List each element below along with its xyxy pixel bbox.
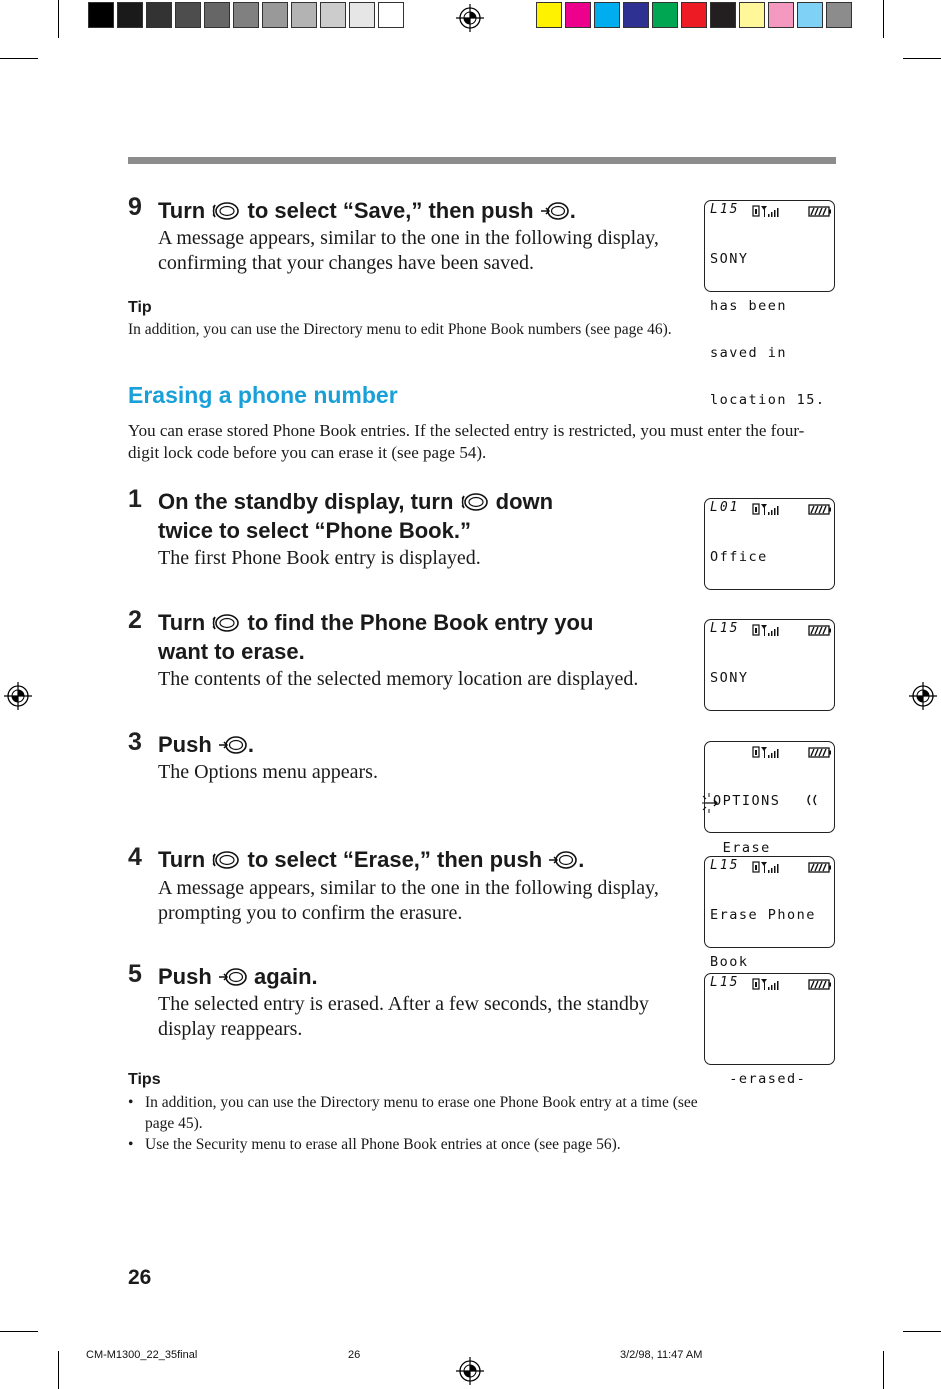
- lcd-line: [710, 597, 826, 613]
- section-title: Erasing a phone number: [128, 382, 398, 408]
- jog-dial-push-icon: [218, 734, 248, 756]
- step-heading-text: down: [495, 489, 554, 514]
- step-number: 5: [128, 960, 142, 988]
- crop-mark: [883, 1351, 884, 1389]
- tips-bullet-line: • Use the Security menu to erase all Phone Book entries at once (see page 56).: [128, 1136, 621, 1153]
- color-swatch: [349, 2, 375, 28]
- crop-mark: [0, 58, 38, 59]
- registration-mark-icon: [454, 1355, 486, 1387]
- step-heading-text: Turn: [158, 847, 206, 872]
- step-number: 2: [128, 606, 142, 634]
- scroll-icon: [806, 793, 830, 807]
- crop-mark: [883, 0, 884, 38]
- step-number: 4: [128, 843, 142, 871]
- lcd-location: L01: [710, 500, 740, 515]
- lcd-line: Office: [710, 549, 768, 566]
- step-heading-text: to find the Phone Book entry you: [247, 610, 594, 635]
- lcd-line: [710, 718, 826, 734]
- registration-mark-icon: [907, 680, 939, 712]
- step-heading-text: .: [569, 198, 576, 223]
- step-heading: [158, 845, 584, 874]
- color-swatch: [565, 2, 591, 28]
- lcd-line: Erase Phone: [710, 907, 816, 924]
- color-swatch: [146, 2, 172, 28]
- lcd-status-icons: [705, 744, 833, 760]
- color-swatch: [262, 2, 288, 28]
- color-swatch: [536, 2, 562, 28]
- color-swatch: [594, 2, 620, 28]
- step-heading-text: again.: [254, 964, 318, 989]
- crop-mark: [58, 1351, 59, 1389]
- step-heading-text: Push: [158, 964, 212, 989]
- jog-dial-push-icon: [540, 200, 570, 222]
- lcd-line: location 15.: [710, 391, 826, 408]
- step-body: A message appears, similar to the one in the following display, confirming that your changes have been saved.: [158, 227, 659, 274]
- tips-bullet-line: [128, 1113, 828, 1134]
- footer-filename: CM-M1300_22_35final: [86, 1349, 198, 1361]
- lcd-display-sony: [704, 619, 835, 711]
- crop-mark: [0, 1331, 38, 1332]
- lcd-status-icons: [705, 976, 833, 992]
- page-number: 26: [128, 1266, 152, 1289]
- lcd-location: L15: [710, 858, 740, 873]
- step-heading: [158, 196, 576, 225]
- color-swatch: [233, 2, 259, 28]
- step-number: 1: [128, 485, 142, 513]
- color-swatch: [204, 2, 230, 28]
- step-heading: [158, 487, 553, 516]
- lcd-line: [713, 793, 830, 810]
- lcd-display-erased: [704, 973, 835, 1087]
- lcd-line: saved in: [710, 344, 788, 361]
- jog-dial-turn-icon: [211, 612, 241, 634]
- color-swatch: [378, 2, 404, 28]
- tips-bullet-text: page 45).: [145, 1115, 203, 1132]
- color-swatch: [175, 2, 201, 28]
- tips-bullet: [128, 1092, 828, 1155]
- jog-dial-push-icon: [218, 966, 248, 988]
- lcd-display-saved: [704, 200, 835, 408]
- lcd-status-icons: [705, 501, 833, 517]
- color-swatch: [88, 2, 114, 28]
- step-number: 3: [128, 728, 142, 756]
- step-heading-text: On the standby display, turn: [158, 489, 454, 514]
- lcd-line: Book: [710, 953, 749, 970]
- color-swatch: [797, 2, 823, 28]
- color-swatch: [320, 2, 346, 28]
- lcd-location: L15: [710, 621, 740, 636]
- color-swatch: [117, 2, 143, 28]
- color-swatch: [681, 2, 707, 28]
- step-heading-text: Turn: [158, 198, 206, 223]
- lcd-line-text: OPTIONS: [713, 793, 781, 810]
- step-heading-text: want to erase.: [158, 639, 305, 664]
- color-swatch: [710, 2, 736, 28]
- lcd-location: L15: [710, 202, 740, 217]
- step-heading-text: to select “Save,” then push: [247, 198, 534, 223]
- step-heading: [158, 608, 593, 637]
- footer-date: 3/2/98, 11:47 AM: [620, 1349, 703, 1361]
- tips-label: Tips: [128, 1071, 161, 1088]
- registration-mark-icon: [2, 680, 34, 712]
- lcd-display-office: [704, 498, 835, 590]
- color-swatch: [739, 2, 765, 28]
- tips-bullet-line: • In addition, you can use the Directory menu to erase one Phone Book entry at a time (see: [128, 1094, 698, 1111]
- lcd-status-icons: [705, 859, 833, 875]
- step-body: A message appears, similar to the one in the following display, prompting you to confirm the erasure.: [158, 877, 659, 924]
- color-swatch: [768, 2, 794, 28]
- section-rule: [128, 157, 836, 164]
- lcd-status-icons: [705, 622, 833, 638]
- step-heading-text: Turn: [158, 610, 206, 635]
- lcd-display-confirm: [704, 856, 835, 970]
- step-body: The selected entry is erased. After a few seconds, the standby display reappears.: [158, 993, 649, 1040]
- step-body: The first Phone Book entry is displayed.: [158, 547, 481, 569]
- lcd-line: SONY: [710, 670, 749, 687]
- jog-dial-turn-icon: [211, 849, 241, 871]
- section-intro: You can erase stored Phone Book entries. If the selected entry is restricted, you must enter the four-digit lock code before you can erase it (see page 54).: [128, 421, 805, 462]
- lcd-location: L15: [710, 975, 740, 990]
- tip-label: Tip: [128, 299, 152, 316]
- crop-mark: [58, 0, 59, 38]
- color-swatch: [826, 2, 852, 28]
- footer-page: 26: [348, 1349, 361, 1361]
- jog-dial-turn-icon: [211, 200, 241, 222]
- jog-dial-turn-icon: [460, 491, 490, 513]
- lcd-line: has been: [710, 297, 788, 314]
- blinking-cursor-icon: [701, 792, 723, 814]
- step-body: The Options menu appears.: [158, 761, 378, 783]
- lcd-line: SONY: [710, 251, 749, 268]
- registration-mark-icon: [454, 2, 486, 34]
- color-swatch: [623, 2, 649, 28]
- lcd-line: [710, 1025, 806, 1041]
- lcd-status-icons: [705, 203, 833, 219]
- crop-mark: [903, 1331, 941, 1332]
- step-heading-text: .: [247, 732, 255, 757]
- step-heading-text: twice to select “Phone Book.”: [158, 518, 471, 543]
- jog-dial-push-icon: [548, 849, 578, 871]
- tip-text: In addition, you can use the Directory menu to edit Phone Book numbers (see page 46).: [128, 321, 672, 338]
- step-heading: [158, 730, 254, 759]
- step-heading-text: to select “Erase,” then push: [247, 847, 543, 872]
- crop-mark: [903, 58, 941, 59]
- color-swatch: [291, 2, 317, 28]
- color-swatch: [652, 2, 678, 28]
- lcd-line: -erased-: [710, 1070, 807, 1087]
- lcd-line: Erase: [713, 839, 771, 856]
- step-heading-text: Push: [158, 732, 212, 757]
- tips-bullet-text: In addition, you can use the Directory menu to erase one Phone Book entry at a time (see: [145, 1094, 698, 1111]
- step-heading: [158, 962, 318, 991]
- tips-bullet-text: Use the Security menu to erase all Phone Book entries at once (see page 56).: [145, 1136, 621, 1153]
- step-number: 9: [128, 193, 142, 221]
- lcd-display-options: [704, 741, 835, 856]
- step-body: The contents of the selected memory location are displayed.: [158, 668, 639, 690]
- step-heading-text: .: [578, 847, 585, 872]
